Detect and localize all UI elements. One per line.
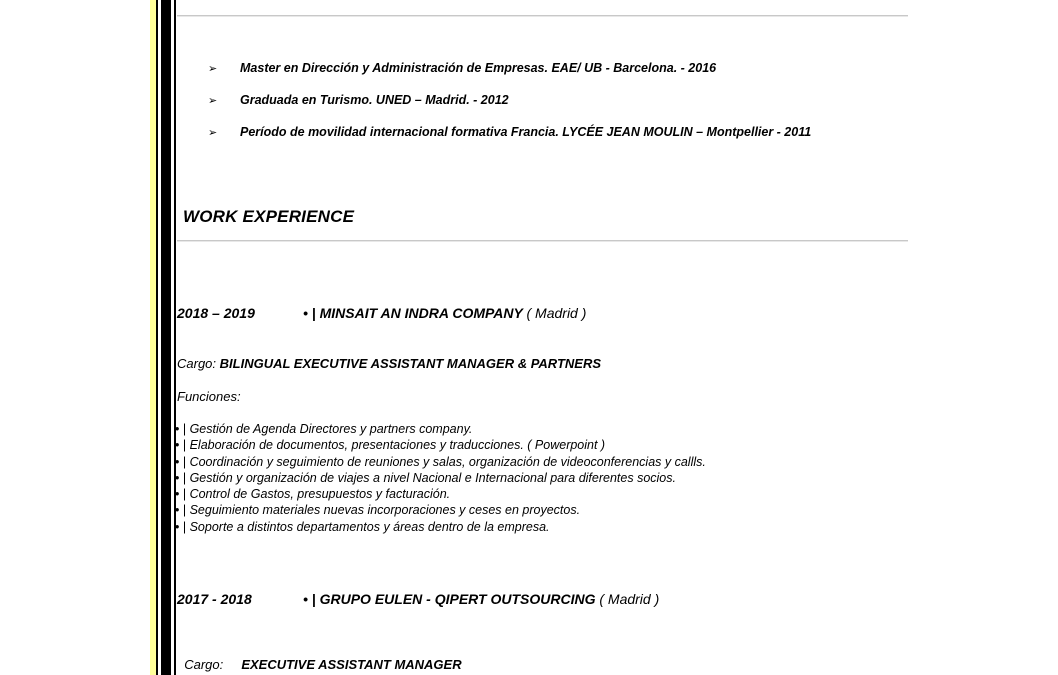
duty-text: Control de Gastos, presupuestos y facturación. bbox=[186, 487, 451, 502]
arrow-bullet-icon: ➢ bbox=[208, 63, 218, 75]
duty-text: Seguimiento materiales nuevas incorporaciones y ceses en proyectos. bbox=[186, 503, 581, 518]
job-company: • | MINSAIT AN INDRA COMPANY bbox=[303, 305, 527, 321]
left-border-black bbox=[161, 0, 171, 675]
duty-item bbox=[175, 437, 706, 453]
duty-bullet: • | bbox=[175, 503, 187, 518]
duties-list bbox=[175, 421, 706, 535]
left-border-thin-line bbox=[156, 0, 158, 675]
job-dates: 2017 - 2018 bbox=[177, 591, 252, 607]
job-location: ( Madrid ) bbox=[595, 591, 660, 607]
education-item bbox=[208, 125, 811, 139]
duty-bullet: • | bbox=[175, 422, 187, 436]
education-item bbox=[208, 93, 509, 107]
duty-item bbox=[175, 502, 706, 518]
job-cargo bbox=[177, 642, 462, 672]
duty-text: Gestión y organización de viajes a nivel Nacional e Internacional para diferentes socios. bbox=[186, 470, 676, 485]
funciones-label: Funciones: bbox=[177, 389, 241, 404]
duty-text: Elaboración de documentos, presentaciones y traducciones. ( Powerpoint ) bbox=[186, 438, 606, 453]
duty-item bbox=[175, 470, 706, 486]
job-header bbox=[177, 591, 659, 607]
left-border-thin-line-right bbox=[174, 0, 176, 675]
cargo-label: Cargo: bbox=[177, 356, 220, 371]
education-item-text: Master en Dirección y Administración de Empresas. EAE/ UB - Barcelona. - 2016 bbox=[240, 61, 717, 75]
job-header bbox=[177, 305, 586, 321]
job-dates: 2018 – 2019 bbox=[177, 305, 255, 321]
duty-bullet: • | bbox=[175, 519, 187, 534]
duty-bullet: • | bbox=[175, 470, 187, 485]
arrow-bullet-icon: ➢ bbox=[208, 127, 218, 139]
duty-item bbox=[175, 486, 706, 502]
cargo-label: Cargo: bbox=[184, 657, 242, 672]
work-experience-title: WORK EXPERIENCE bbox=[183, 207, 355, 226]
duty-bullet: • | bbox=[175, 487, 187, 502]
duty-text: Coordinación y seguimiento de reuniones y salas, organización de videoconferencias y callls. bbox=[186, 454, 706, 469]
education-item-text: Graduada en Turismo. UNED – Madrid. - 2012 bbox=[240, 93, 509, 107]
work-experience-rule bbox=[177, 240, 908, 242]
cargo-role: BILINGUAL EXECUTIVE ASSISTANT MANAGER & PARTNERS bbox=[219, 356, 602, 371]
duty-text: Gestión de Agenda Directores y partners company. bbox=[186, 422, 473, 436]
duty-item bbox=[175, 421, 706, 437]
duty-bullet: • | bbox=[175, 454, 187, 469]
duty-item bbox=[175, 519, 706, 535]
education-item bbox=[208, 61, 716, 75]
duty-item bbox=[175, 454, 706, 470]
job-location: ( Madrid ) bbox=[526, 305, 587, 321]
duty-bullet: • | bbox=[175, 438, 187, 453]
education-item-text: Período de movilidad internacional formativa Francia. LYCÉE JEAN MOULIN – Montpellier - 2011 bbox=[240, 125, 812, 139]
job-cargo bbox=[177, 356, 601, 371]
education-rule bbox=[177, 15, 908, 17]
cargo-role: EXECUTIVE ASSISTANT MANAGER bbox=[241, 657, 462, 672]
job-company: • | GRUPO EULEN - QIPERT OUTSOURCING bbox=[303, 591, 596, 607]
arrow-bullet-icon: ➢ bbox=[208, 95, 218, 107]
duty-text: Soporte a distintos departamentos y áreas dentro de la empresa. bbox=[186, 519, 550, 534]
